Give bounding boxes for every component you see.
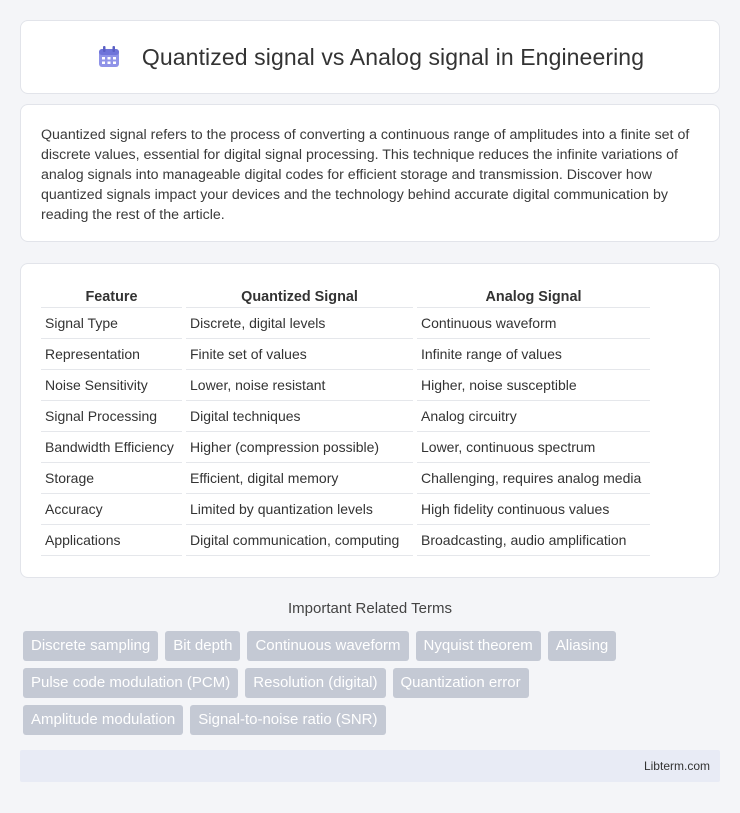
cell-quantized: Digital communication, computing — [186, 525, 413, 556]
cell-quantized: Digital techniques — [186, 401, 413, 432]
cell-feature: Accuracy — [41, 494, 182, 525]
header-quantized: Quantized Signal — [186, 284, 413, 308]
table-row — [41, 432, 650, 463]
cell-feature: Signal Type — [41, 308, 182, 339]
page-title: Quantized signal vs Analog signal in Engineering — [141, 43, 645, 70]
cell-analog: Analog circuitry — [417, 401, 650, 432]
term-tag[interactable]: Discrete sampling — [23, 631, 158, 661]
table-row — [41, 308, 650, 339]
cell-quantized: Limited by quantization levels — [186, 494, 413, 525]
cell-analog: Infinite range of values — [417, 339, 650, 370]
table-row — [41, 401, 650, 432]
cell-feature: Applications — [41, 525, 182, 556]
term-tag[interactable]: Amplitude modulation — [23, 705, 183, 735]
cell-analog: Continuous waveform — [417, 308, 650, 339]
intro-text: Quantized signal refers to the process of converting a continuous range of amplitudes into a finite set of discrete values, essential for digital signal processing. This technique reduces the infinite variations of analog signals into manageable digital codes for efficient storage and transmission. Discover how quantized signals impact your devices and the technology behind accurate digital communication by reading the rest of the article. — [41, 127, 690, 223]
cell-feature: Noise Sensitivity — [41, 370, 182, 401]
table-header-row — [41, 284, 650, 308]
cell-analog: Higher, noise susceptible — [417, 370, 650, 401]
related-terms — [23, 631, 723, 742]
table-row — [41, 494, 650, 525]
term-tag[interactable]: Resolution (digital) — [245, 668, 385, 698]
cell-feature: Representation — [41, 339, 182, 370]
cell-quantized: Lower, noise resistant — [186, 370, 413, 401]
cell-quantized: Discrete, digital levels — [186, 308, 413, 339]
term-tag[interactable]: Continuous waveform — [247, 631, 408, 661]
cell-analog: Lower, continuous spectrum — [417, 432, 650, 463]
term-row — [23, 705, 723, 735]
cell-quantized: Higher (compression possible) — [186, 432, 413, 463]
cell-feature: Storage — [41, 463, 182, 494]
header-card — [20, 20, 720, 94]
comparison-table — [37, 284, 654, 556]
term-tag[interactable]: Bit depth — [165, 631, 240, 661]
intro-card — [20, 104, 720, 242]
term-row — [23, 668, 723, 698]
cell-analog: Broadcasting, audio amplification — [417, 525, 650, 556]
cell-feature: Bandwidth Efficiency — [41, 432, 182, 463]
cell-analog: Challenging, requires analog media — [417, 463, 650, 494]
related-terms-title: Important Related Terms — [288, 600, 452, 617]
table-row — [41, 463, 650, 494]
term-tag[interactable]: Signal-to-noise ratio (SNR) — [190, 705, 385, 735]
cell-analog: High fidelity continuous values — [417, 494, 650, 525]
header-analog: Analog Signal — [417, 284, 650, 308]
table-row — [41, 339, 650, 370]
table-row — [41, 370, 650, 401]
cell-quantized: Finite set of values — [186, 339, 413, 370]
footer — [20, 750, 720, 782]
term-tag[interactable]: Nyquist theorem — [416, 631, 541, 661]
term-row — [23, 631, 723, 661]
comparison-table-card — [20, 263, 720, 578]
footer-site-link[interactable]: Libterm.com — [643, 759, 710, 773]
table-row — [41, 525, 650, 556]
calendar-icon — [96, 44, 122, 70]
cell-quantized: Efficient, digital memory — [186, 463, 413, 494]
term-tag[interactable]: Aliasing — [548, 631, 617, 661]
cell-feature: Signal Processing — [41, 401, 182, 432]
term-tag[interactable]: Quantization error — [393, 668, 529, 698]
term-tag[interactable]: Pulse code modulation (PCM) — [23, 668, 238, 698]
header-feature: Feature — [41, 284, 182, 308]
